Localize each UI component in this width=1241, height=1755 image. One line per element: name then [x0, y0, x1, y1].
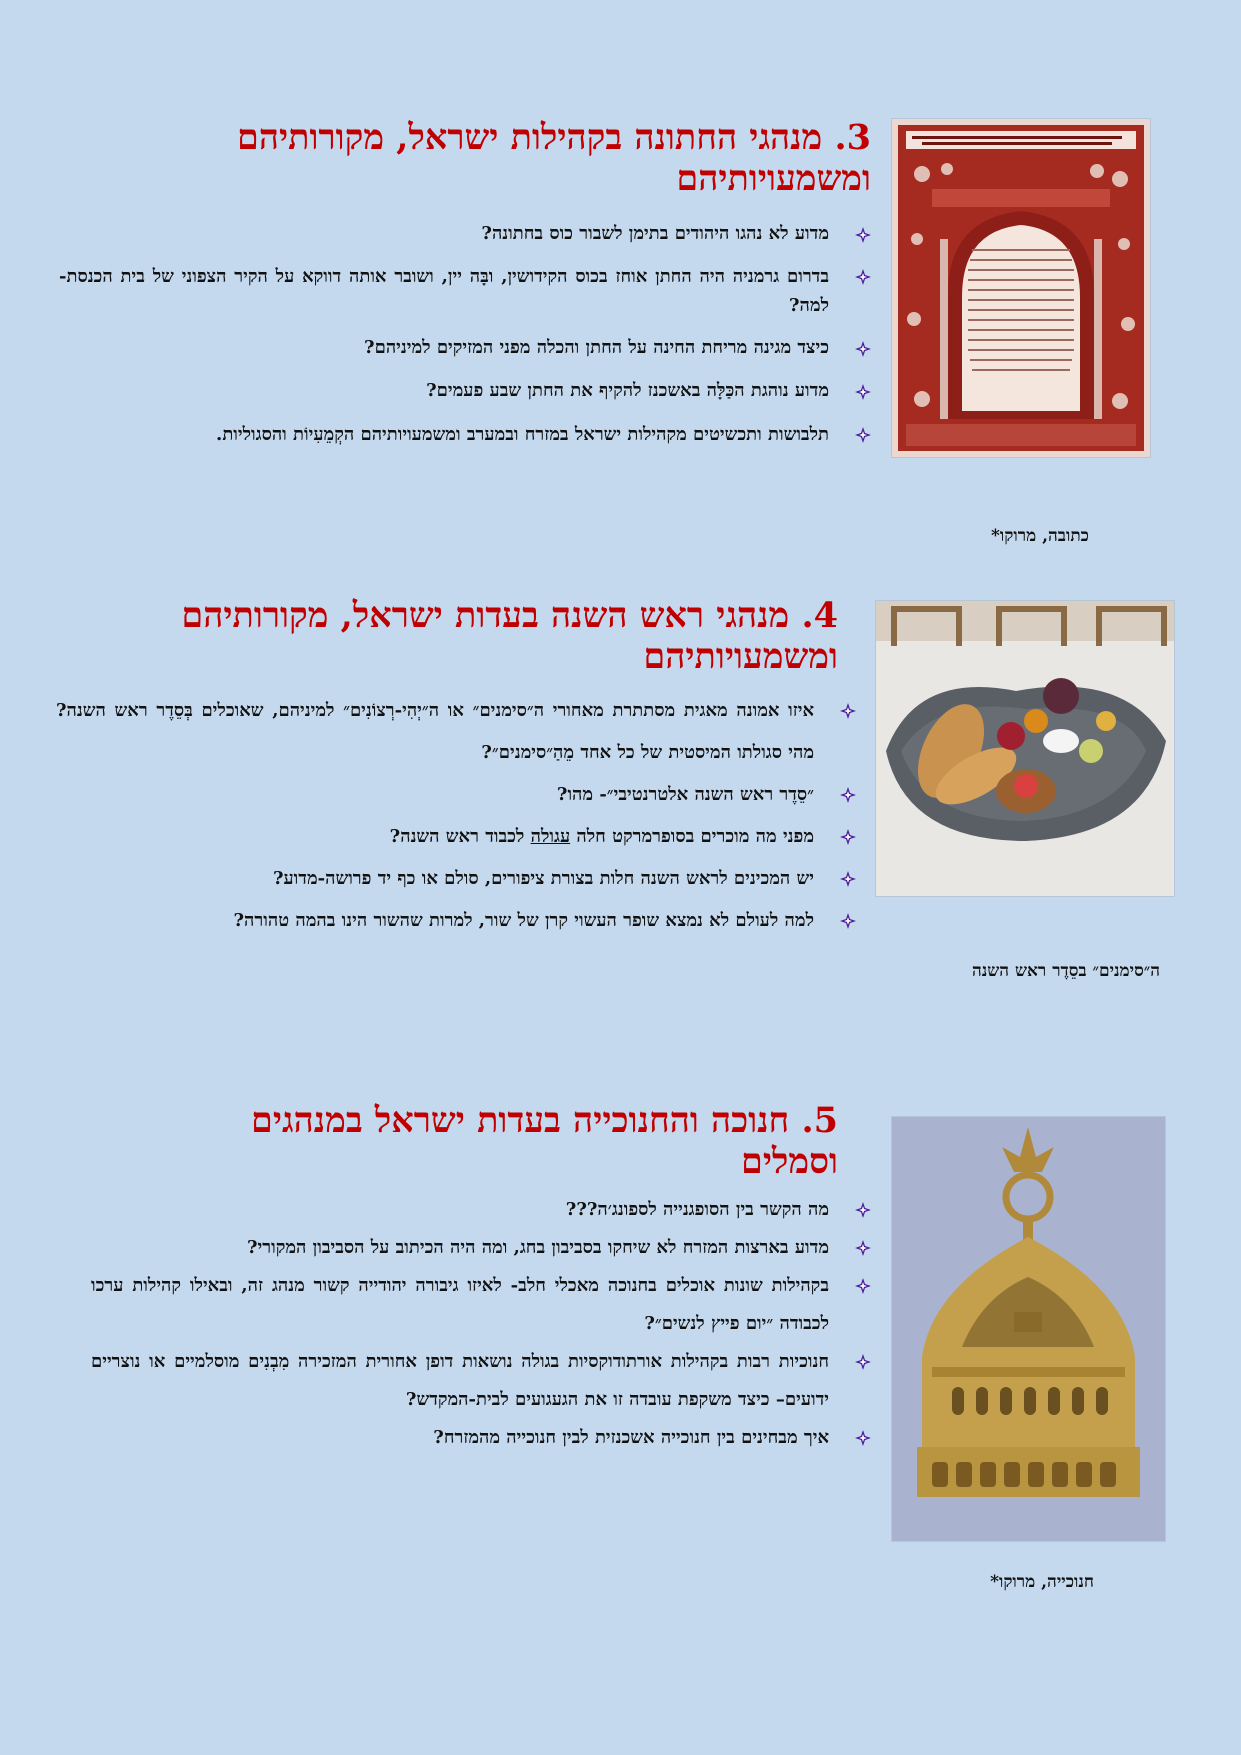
diamond-bullet-icon: [855, 1240, 871, 1256]
title-line-1: מנהגי ראש השנה בעדות ישראל, מקורותיהם: [181, 595, 790, 636]
list-item: מה הקשר בין הסופגנייה לספונג׳ה???: [91, 1191, 871, 1229]
title-line-1: מנהגי החתונה בקהילות ישראל, מקורותיהם: [237, 117, 823, 158]
section-number: 5.: [801, 1100, 838, 1141]
list-item: בקהילות שונות אוכלים בחנוכה מאכלי חלב- לאיזו גיבורה יהודייה קשור מנהג זה, ובאילו קהילות ערכו לכבודה ״יום פייץ לנשים״?: [91, 1267, 871, 1343]
hanukkiah-image: [891, 1116, 1166, 1542]
list-item: בדרום גרמניה היה החתן אוחז בכוס הקידושין, ובָּה יין, ושובר אותה דווקא על הקיר הצפוני של בית הכנסת- למה?: [59, 262, 871, 320]
bullet-list: [91, 1191, 871, 1457]
image-caption: ה״סימנים״ בסֵדֶר ראש השנה: [971, 961, 1160, 981]
section-number: 4.: [801, 595, 838, 636]
image-caption: כתובה, מרוקו*: [991, 526, 1089, 546]
list-item: מדוע לא נהגו היהודים בתימן לשבור כוס בחתונה?: [59, 220, 871, 248]
list-item: כיצד מגינה מריחת החינה על החתן והכלה מפני המזיקים למיניהם?: [59, 334, 871, 362]
diamond-bullet-icon: [855, 1354, 871, 1370]
title-line-2: ומשמעויותיהם: [643, 636, 838, 677]
diamond-bullet-icon: [855, 1202, 871, 1218]
title-line-2: וסמלים: [740, 1141, 838, 1182]
diamond-bullet-icon: [855, 1278, 871, 1294]
list-item: מדוע בארצות המזרח לא שיחקו בסביבון בחג, ומה היה הכיתוב על הסביבון המקורי?: [91, 1229, 871, 1267]
title-line-1: חנוכה והחנוכייה בעדות ישראל במנהגים: [251, 1100, 790, 1141]
list-item: חנוכיות רבות בקהילות אורתודוקסיות בגולה נושאות דופן אחורית המזכירה מִבְנִים מוסלמיים או נוצריים ידועים– כיצד משקפת עובדה זו את הגעגועים לבית-המקדש?: [91, 1343, 871, 1419]
list-item: איך מבחינים בין חנוכייה אשכנזית לבין חנוכייה מהמזרח?: [91, 1419, 871, 1457]
list-item: מדוע נוהגת הכַּלָּה באשכנז להקיף את החתן שבע פעמים?: [59, 377, 871, 405]
list-item: למה לעולם לא נמצא שופר העשוי קרן של שור, למרות שהשור הינו בהמה טהורה?: [56, 900, 856, 942]
list-item: יש המכינים לראש השנה חלות בצורת ציפורים, סולם או כף יד פרושה-מדוע?: [56, 858, 856, 900]
image-caption: חנוכייה, מרוקו*: [990, 1572, 1094, 1592]
list-item: איזו אמונה מאגית מסתתרת מאחורי ה״סימנים״ או ה״יְהִי-רְצוֹנִים״ למיניהם, שאוכלים בְּסֵדֶר ראש השנה? מהי סגולתו המיסטית של כל אחד מֵהַ״סימנים״?: [56, 690, 856, 774]
section-title: [78, 1100, 838, 1182]
list-item: מפני מה מוכרים בסופרמרקט חלה עגולה לכבוד ראש השנה?: [56, 816, 856, 858]
diamond-bullet-icon: [855, 1430, 871, 1446]
list-item: תלבושות ותכשיטים מקהילות ישראל במזרח ובמערב ומשמעויותיהם הקְמֵעִיוֹת והסגוליות.: [59, 420, 871, 449]
title-line-2: ומשמעויותיהם: [676, 158, 871, 199]
section-number: 3.: [834, 117, 871, 158]
list-item: ״סֵדֶר ראש השנה אלטרנטיבי״- מהו?: [56, 774, 856, 816]
underlined-word: עגולה: [530, 826, 571, 847]
